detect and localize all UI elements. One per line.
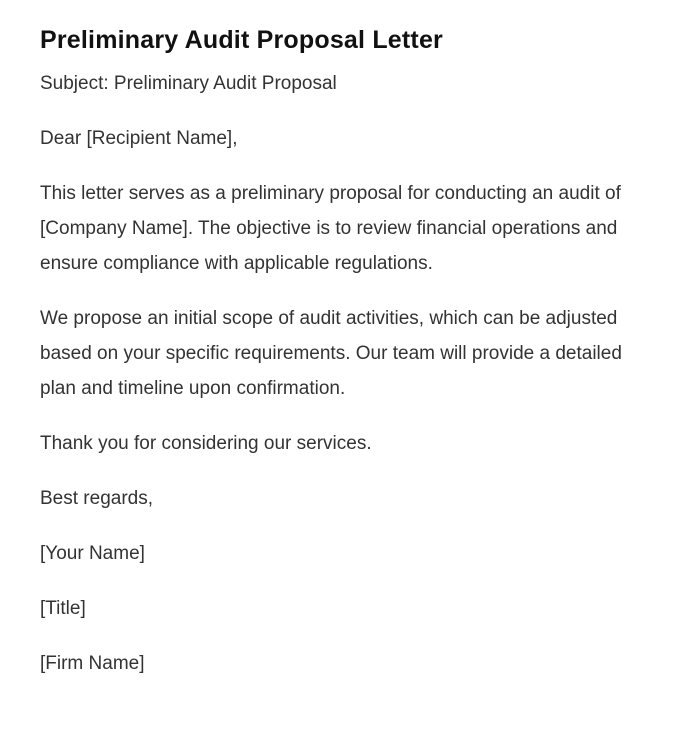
body-paragraph-1: This letter serves as a preliminary proposal for conducting an audit of [Company Name]. The objective is to review financial operations and ensure compliance with applicable regulations.: [40, 183, 621, 274]
closing-line: Thank you for considering our services.: [40, 433, 372, 454]
document-title: Preliminary Audit Proposal Letter: [40, 26, 443, 54]
signature-title-placeholder: [Title]: [40, 598, 86, 619]
signature-name-placeholder: [Your Name]: [40, 543, 145, 564]
body-paragraph-2: We propose an initial scope of audit activities, which can be adjusted based on your specific requirements. Our team will provide a detailed plan and timeline upon confirmation.: [40, 308, 622, 399]
subject-line: Subject: Preliminary Audit Proposal: [40, 73, 337, 94]
salutation: Dear [Recipient Name],: [40, 128, 238, 149]
signature-firm-placeholder: [Firm Name]: [40, 653, 145, 674]
signoff: Best regards,: [40, 488, 153, 509]
